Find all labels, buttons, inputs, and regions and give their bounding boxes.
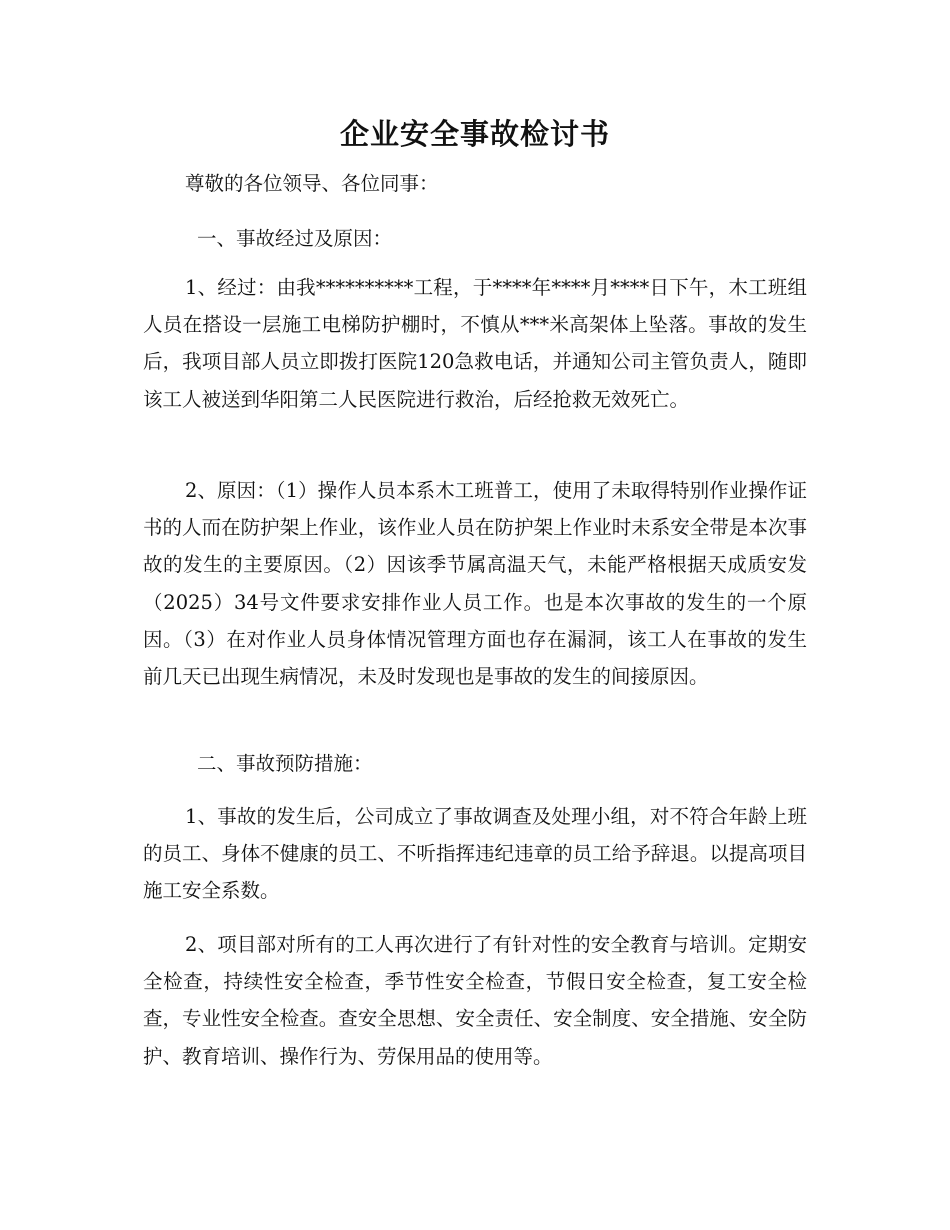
salutation: 尊敬的各位领导、各位同事： [185,172,439,195]
section-heading-cause: 一、事故经过及原因： [197,227,393,250]
paragraph-prevention-1: 1、事故的发生后，公司成立了事故调查及处理小组，对不符合年龄上班的员工、身体不健康的员工、不听指挥违纪违章的员工给予辞退。以提高项目施工安全系数。 [143,805,807,903]
paragraph-incident-details: 1、经过：由我**********工程，于****年****月****日下午，木工班组人员在搭设一层施工电梯防护棚时，不慎从***米高架体上坠落。事故的发生后，我项目部人员立即拨打医院120急救电话，并通知公司主管负责人，随即该工人被送到华阳第二人民医院进行救治，后经抢救无效死亡。 [143,276,807,411]
paragraph-prevention-2: 2、项目部对所有的工人再次进行了有针对性的安全教育与培训。定期安全检查，持续性安全检查，季节性安全检查，节假日安全检查，复工安全检查，专业性安全检查。查安全思想、安全责任、安全制度、安全措施、安全防护、教育培训、操作行为、劳保用品的使用等。 [143,933,807,1068]
section-heading-prevention: 二、事故预防措施： [197,752,373,775]
document-title: 企业安全事故检讨书 [339,117,610,151]
paragraph-incident-causes: 2、原因：（1）操作人员本系木工班普工，使用了未取得特别作业操作证书的人而在防护架上作业，该作业人员在防护架上作业时未系安全带是本次事故的发生的主要原因。（2）因该季节属高温天气，未能严格根据天成质安发（2025）34号文件要求安排作业人员工作。也是本次事故的发生的一个原因。（3）在对作业人员身体情况管理方面也存在漏洞，该工人在事故的发生前几天已出现生病情况，未及时发现也是事故的发生的间接原因。 [143,479,807,689]
